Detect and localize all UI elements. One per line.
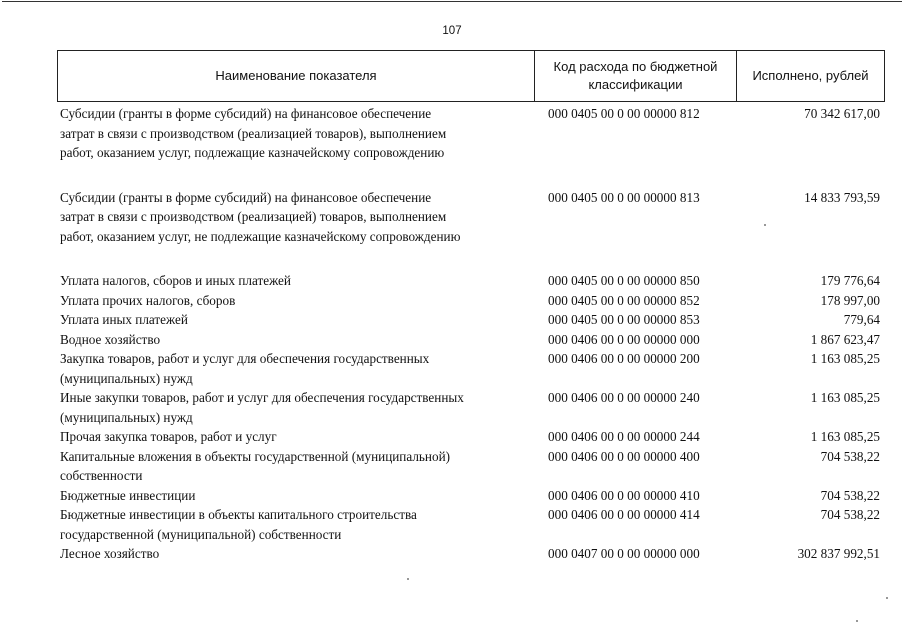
row-name: Иные закупки товаров, работ и услуг для обеспечения государственных (муниципальных) нужд [60,390,464,425]
row-name: Субсидии (гранты в форме субсидий) на финансовое обеспечение затрат в связи с производством (реализацией товаров), выполнением работ, оказанием услуг, подлежащие казначейскому сопровождению [60,106,447,160]
scan-speck [856,620,858,622]
row-name: Водное хозяйство [60,331,161,347]
row-code: 000 0406 00 0 00 00000 200 [548,351,700,366]
row-name: Субсидии (гранты в форме субсидий) на финансовое обеспечение затрат в связи с производством (реализацией) товаров, выполнением работ, оказанием услуг, не подлежащие казначейскому сопровождению [60,189,461,244]
row-name: Лесное хозяйство [60,546,160,561]
table-body [60,104,882,564]
row-name: Уплата прочих налогов, сборов [60,292,236,308]
row-amount: 14 833 793,59 [804,189,880,205]
header-code: Код расхода по бюджетной классификации [535,51,737,101]
row-code: 000 0406 00 0 00 00000 244 [548,429,700,444]
table-row [60,104,882,163]
table-row [60,486,882,506]
table-row [60,188,882,247]
table-row [60,349,882,388]
row-code: 000 0406 00 0 00 00000 000 [548,331,700,347]
row-amount: 178 997,00 [820,292,880,308]
table-row [60,544,882,564]
row-code: 000 0407 00 0 00 00000 000 [548,546,700,561]
row-code: 000 0405 00 0 00 00000 812 [548,106,700,121]
row-amount: 179 776,64 [820,273,880,288]
row-amount: 704 538,22 [820,448,880,464]
table-row [60,310,882,330]
row-amount: 70 342 617,00 [804,106,880,121]
row-name: Прочая закупка товаров, работ и услуг [60,429,277,444]
row-code: 000 0406 00 0 00 00000 414 [548,507,700,522]
row-amount: 704 538,22 [820,507,880,522]
table-row [60,505,882,544]
header-amount: Исполнено, рублей [752,68,869,83]
scan-speck [886,597,888,599]
table-row [60,447,882,486]
row-name: Закупка товаров, работ и услуг для обеспечения государственных (муниципальных) нужд [60,351,430,386]
row-code: 000 0405 00 0 00 00000 850 [548,273,700,288]
table-header [57,50,885,102]
row-amount: 1 163 085,25 [810,390,880,405]
row-code: 000 0405 00 0 00 00000 853 [548,312,700,327]
row-amount: 1 163 085,25 [810,351,880,366]
table-row [60,271,882,291]
page-number: 107 [442,25,462,37]
row-amount: 704 538,22 [820,487,880,503]
row-code: 000 0405 00 0 00 00000 813 [548,189,700,205]
row-amount: 302 837 992,51 [797,546,880,561]
row-amount: 1 163 085,25 [810,429,880,444]
table-row [60,427,882,447]
row-amount: 1 867 623,47 [810,331,880,347]
row-amount: 779,64 [843,312,880,327]
row-code: 000 0405 00 0 00 00000 852 [548,292,700,308]
row-code: 000 0406 00 0 00 00000 400 [548,448,700,464]
row-name: Бюджетные инвестиции [60,487,196,503]
table-row [60,388,882,427]
row-name: Капитальные вложения в объекты государственной (муниципальной) собственности [60,448,451,483]
table-row [60,291,882,311]
table-row [60,330,882,350]
row-name: Уплата налогов, сборов и иных платежей [60,273,291,288]
scan-speck [407,578,409,580]
header-name: Наименование показателя [58,51,535,101]
top-border-line [2,1,902,2]
row-name: Уплата иных платежей [60,312,188,327]
scan-speck [764,224,766,226]
row-code: 000 0406 00 0 00 00000 410 [548,487,700,503]
row-name: Бюджетные инвестиции в объекты капитального строительства государственной (муниципальной) собственности [60,507,417,542]
row-code: 000 0406 00 0 00 00000 240 [548,390,700,405]
